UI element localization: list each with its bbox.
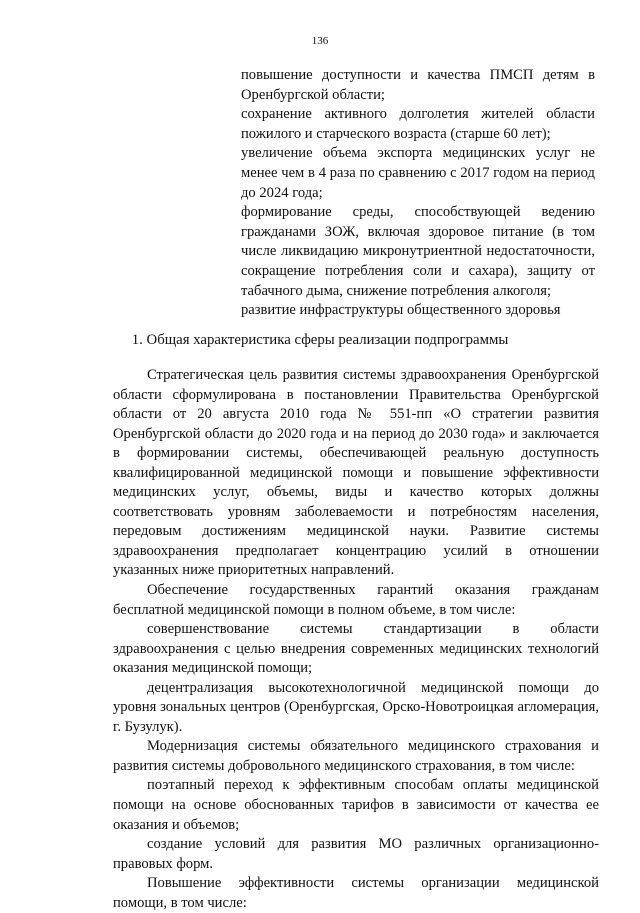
section-heading: 1. Общая характеристика сферы реализации подпрограммы: [131, 332, 509, 348]
goal-item: повышение доступности и качества ПМСП детям в Оренбургской области;: [241, 67, 595, 103]
paragraph: децентрализация высокотехнологичной медицинской помощи до уровня зональных центров (Оренбургская, Орско-Новотроицкая агломерация, г. Бузулук).: [113, 679, 599, 735]
goal-item: увеличение объема экспорта медицинских услуг не менее чем в 4 раза по сравнению с 2017 годом на период до 2024 года;: [241, 145, 595, 201]
page-number: 136: [311, 35, 329, 47]
goals-list: [241, 66, 595, 321]
goal-item: формирование среды, способствующей ведению гражданами ЗОЖ, включая здоровое питание (в том числе ликвидацию микронутриентной недостаточности, сокращение потребления соли и сахара), защиту от табачного дыма, снижение потребления алкоголя;: [241, 204, 595, 299]
paragraph: Повышение эффективности системы организации медицинской помощи, в том числе:: [113, 875, 599, 911]
goal-item: сохранение активного долголетия жителей области пожилого и старческого возраста (старше 60 лет);: [241, 106, 595, 142]
paragraph: Обеспечение государственных гарантий оказания гражданам бесплатной медицинской помощи в полном объеме, в том числе:: [113, 582, 599, 618]
paragraph: Модернизация системы обязательного медицинского страхования и развития системы добровольного медицинского страхования, в том числе:: [113, 738, 599, 774]
paragraph: Стратегическая цель развития системы здравоохранения Оренбургской области сформулирована в постановлении Правительства Оренбургской области от 20 августа 2010 года № 551-пп «О стратегии развития Оренбургской области до 2020 года и на период до 2030 года» и заключается в формировании системы, обеспечивающей реальную доступность квалифицированной медицинской помощи и повышение эффективности медицинских услуг, объемы, виды и качество которых должны соответствовать уровням заболеваемости и потребностям населения, передовым достижениям медицинской науки. Развитие системы здравоохранения предполагает концентрацию усилий в отношении указанных ниже приоритетных направлений.: [113, 367, 599, 579]
body-text: [113, 366, 599, 913]
paragraph: создание условий для развития МО различных организационно-правовых форм.: [113, 836, 599, 872]
paragraph: поэтапный переход к эффективным способам оплаты медицинской помощи на основе обоснованных тарифов в зависимости от качества ее оказания и объемов;: [113, 777, 599, 833]
goal-item: развитие инфраструктуры общественного здоровья: [241, 302, 561, 319]
paragraph: совершенствование системы стандартизации в области здравоохранения с целью внедрения современных медицинских технологий оказания медицинской помощи;: [113, 621, 599, 677]
